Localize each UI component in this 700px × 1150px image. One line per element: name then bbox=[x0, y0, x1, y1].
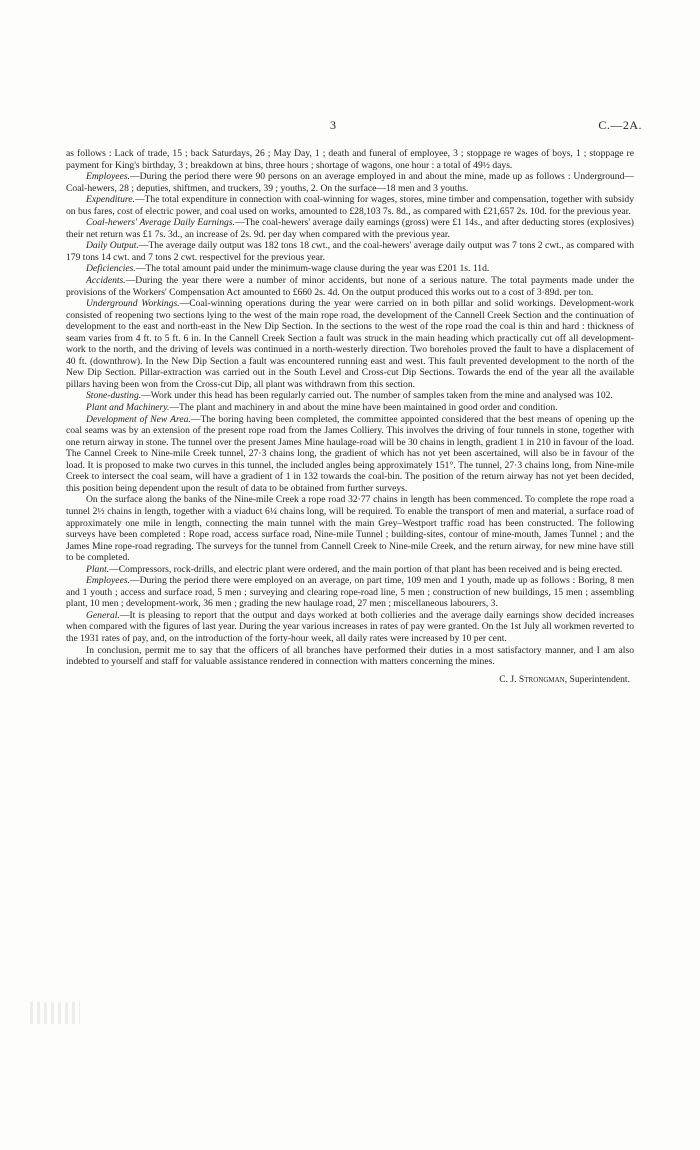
paragraph-heading: General. bbox=[86, 609, 120, 621]
paragraph: Plant and Machinery.—The plant and machinery in and about the mine have been maintained in good order and condition. bbox=[86, 402, 558, 414]
paragraph-heading: Expenditure. bbox=[86, 194, 135, 206]
document-code: C.—2A. bbox=[598, 118, 642, 132]
paragraph-heading: Plant and Machinery. bbox=[86, 402, 170, 414]
paragraph: Daily Output.—The average daily output was 182 tons 18 cwt., and the coal-hewers' average daily output was 7 tons 2 cwt., as compared with 179 tons 14 cwt. and 7 tons 2 cwt. respectivel for the previous year. bbox=[66, 240, 634, 263]
paragraph: Plant.—Compressors, rock-drills, and electric plant were ordered, and the main portion of that plant has been received and is being erected. bbox=[86, 563, 623, 575]
paragraph-heading: Employees. bbox=[86, 575, 130, 587]
paragraph: Expenditure.—The total expenditure in connection with coal-winning for wages, stores, mine timber and compensation, together with subsidy on bus fares, cost of electric power, and coal used on works, amounted to £28,103 7s. 8d., as compared with £21,657 2s. 10d. for the previous year. bbox=[66, 194, 634, 217]
scan-smudge bbox=[30, 1002, 80, 1024]
paragraph: as follows : Lack of trade, 15 ; back Saturdays, 26 ; May Day, 1 ; death and funeral of employee, 3 ; stoppage re wages of boys, 1 ; stoppage re payment for King's birthday, 3 ; breakdown at bins, three hours ; shortage of wagons, one hour : a total of 49½ days. bbox=[66, 148, 634, 171]
paragraph: On the surface along the banks of the Nine-mile Creek a rope road 32·77 chains in length has been commenced. To complete the rope road a tunnel 2½ chains in length, together with a viaduct 6¼ chains long, will be required. To enable the transport of men and material, a surface road of approximately one mile in length, connecting the main tunnel with the main Grey–Westport traffic road has been constructed. The following surveys have been completed : Rope road, access surface road, Nine-mile Tunnel ; building-sites, contour of mine-mouth, James Tunnel ; and the James Mine rope-road regrading. The surveys for the tunnel from Cannell Creek to Nine-mile Creek, and the return airway, for new mine have still to be completed. bbox=[66, 494, 634, 564]
signature-title: , Superintendent. bbox=[564, 673, 630, 685]
paragraph-heading: Development of New Area. bbox=[86, 413, 191, 425]
report-body bbox=[66, 148, 634, 685]
paragraph: In conclusion, permit me to say that the officers of all branches have performed their duties in a most satisfactory manner, and I am also indebted to yourself and staff for valuable assistance rendered in connection with matters concerning the mines. bbox=[66, 644, 634, 668]
paragraph: Stone-dusting.—Work under this head has been regularly carried out. The number of samples taken from the mine and analysed was 102. bbox=[86, 390, 613, 402]
paragraph-heading: Underground Workings. bbox=[86, 298, 180, 310]
paragraph: Underground Workings.—Coal-winning operations during the year were carried on in both pillar and solid workings. Development-work consisted of reopening two sections lying to the west of the main rope road, the development of the Cannell Creek Section and the continuation of development to the east and north-east in the New Dip Section. In the sections to the west of the rope road the coal is thin and hard : thickness of seam varies from 4 ft. to 5 ft. 6 in. In the Cannell Creek Section a fault was struck in the main heading which practically cut off all development-work to the north, and the driving of levels was continued in a north-westerly direction. Two boreholes proved the fault to have a displacement of 40 ft. (downthrow). In the New Dip Section a fault was encountered running east and west. This fault prevented development to the north of the New Dip Section. Pillar-extraction was carried out in the South Level and Cross-cut Dip Sections. Towards the end of the year all the available pillars having been won from the Cross-cut Dip, all plant was withdrawn from this section. bbox=[66, 298, 634, 390]
paragraph-heading: Accidents. bbox=[86, 275, 126, 287]
paragraph-heading: Employees. bbox=[86, 171, 130, 183]
paragraph-heading: Coal-hewers' Average Daily Earnings. bbox=[86, 217, 235, 229]
paragraph-heading: Plant. bbox=[86, 563, 110, 575]
paragraph: Employees.—During the period there were 90 persons on an average employed in and about the mine, made up as follows : Underground—Coal-hewers, 28 ; deputies, shiftmen, and truckers, 39 ; youths, 2. On the surface—18 men and 3 youths. bbox=[66, 171, 634, 194]
paragraph-heading: Stone-dusting. bbox=[86, 390, 142, 402]
paragraph: Coal-hewers' Average Daily Earnings.—The coal-hewers' average daily earnings (gross) were £1 14s., and after deducting stores (explosives) their net return was £1 7s. 3d., an increase of 2s. 9d. per day when compared with the previous year. bbox=[66, 217, 634, 240]
page-header bbox=[0, 118, 700, 134]
paragraph: General.—It is pleasing to report that the output and days worked at both collieries and the average daily earnings show decided increases when compared with the figures of last year. During the year various increases in rates of pay were granted. On the 1st July all workmen reverted to the 1931 rates of pay, and, on the introduction of the forty-hour week, all daily rates were increased by 10 per cent. bbox=[66, 609, 634, 644]
signature-name: C. J. Strongman bbox=[499, 673, 565, 685]
signature bbox=[66, 674, 634, 686]
paragraph-heading: Daily Output. bbox=[86, 240, 139, 252]
paragraph: Deficiencies.—The total amount paid under the minimum-wage clause during the year was £201 1s. 11d. bbox=[86, 263, 490, 275]
paragraph-heading: Deficiencies. bbox=[86, 263, 136, 275]
page-number: 3 bbox=[330, 118, 336, 132]
paragraph: Accidents.—During the year there were a number of minor accidents, but none of a serious nature. The total payments made under the provisions of the Workers' Compensation Act amounted to £660 2s. 4d. On the output produced this works out to a cost of 3·89d. per ton. bbox=[66, 275, 634, 298]
paragraph: Development of New Area.—The boring having been completed, the committee appointed considered that the best means of opening up the coal seams was by an extension of the present rope road from the James Colliery. This involves the driving of four tunnels in stone, together with one return airway in stone. The tunnel over the present James Mine haulage-road will be 30 chains in length, gradient 1 in 210 in favour of the load. The Cannel Creek to Nine-mile Creek tunnel, 27·3 chains long, the gradient of which has not yet been ascertained, will also be in favour of the load. It is proposed to make two curves in this tunnel, the included angles being approximately 151°. The tunnel, 27·3 chains long, from Nine-mile Creek to intersect the coal seam, will have a gradient of 1 in 132 towards the coal-bin. The position of the return airway has not yet been decided, this position being dependent upon the result of data to be obtained from further surveys. bbox=[66, 413, 634, 494]
paragraph: Employees.—During the period there were employed on an average, on part time, 109 men and 1 youth, made up as follows : Boring, 8 men and 1 youth ; access and surface road, 5 men ; surveying and clearing rope-road line, 5 men ; construction of new buildings, 15 men ; assembling plant, 10 men ; development-work, 36 men ; grading the new haulage road, 27 men ; miscellaneous labourers, 3. bbox=[66, 575, 634, 610]
